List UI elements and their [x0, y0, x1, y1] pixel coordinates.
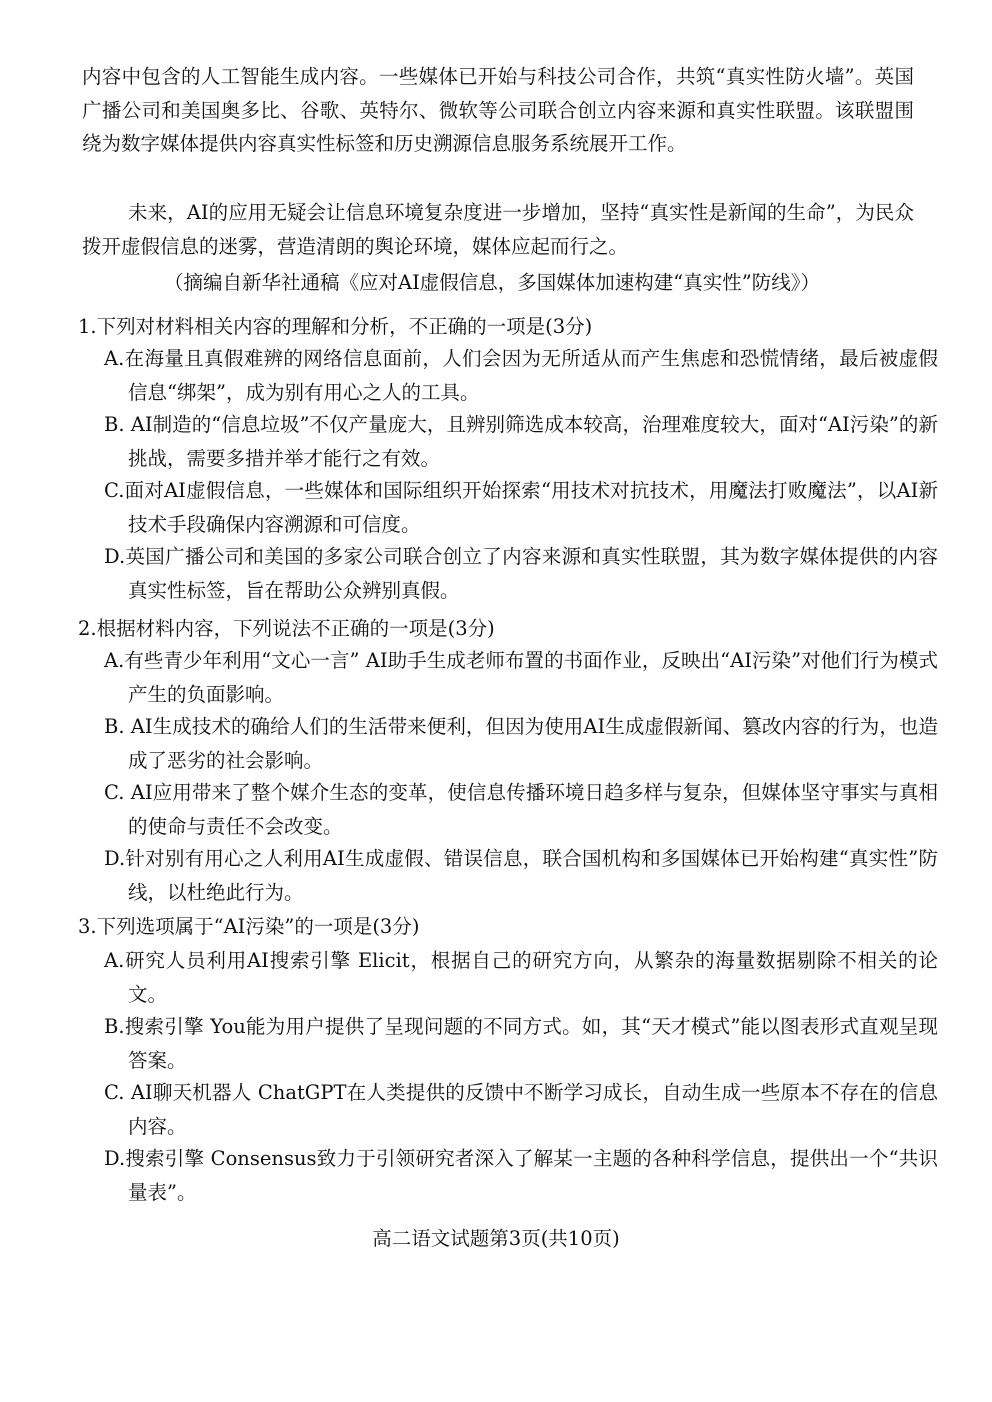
passage-paragraph-2: 未来，AI的应用无疑会让信息环境复杂度进一步增加，坚持“真实性是新闻的生命”，为民众拨开虚假信息的迷雾，营造清朗的舆论环境，媒体应起而行之。 — [82, 201, 914, 258]
option-letter: A. — [104, 347, 125, 370]
option-letter: C. — [104, 479, 125, 502]
option-text: 研究人员利用AI搜索引擎 Elicit，根据自己的研究方向，从繁杂的海量数据剔除不相关的论文。 — [124, 949, 938, 1006]
option-letter: D. — [104, 847, 126, 870]
option-text: 搜索引擎 You能为用户提供了呈现问题的不同方式。如，其“天才模式”能以图表形式直观呈现答案。 — [124, 1015, 938, 1072]
question-2-option-c — [104, 776, 938, 843]
option-letter: B. — [104, 1015, 125, 1038]
option-letter: D. — [104, 545, 126, 568]
question-2-option-a — [104, 644, 938, 711]
option-text: 针对别有用心之人利用AI生成虚假、错误信息，联合国机构和多国媒体已开始构建“真实性”防线，以杜绝此行为。 — [125, 847, 938, 904]
option-text: 有些青少年利用“文心一言” AI助手生成老师布置的书面作业，反映出“AI污染”对他们行为模式产生的负面影响。 — [124, 649, 938, 706]
passage-source: （摘编自新华社通稿《应对AI虚假信息，多国媒体加速构建“真实性”防线》） — [164, 271, 820, 294]
option-letter: D. — [104, 1147, 126, 1170]
option-letter: A. — [104, 649, 125, 672]
option-text: AI聊天机器人 ChatGPT在人类提供的反馈中不断学习成长，自动生成一些原本不存在的信息内容。 — [124, 1081, 938, 1138]
question-3-option-b — [104, 1010, 938, 1077]
page-footer: 高二语文试题第3页(共10页) — [372, 1227, 620, 1250]
question-3-option-a — [104, 944, 938, 1011]
question-1-stem: 1.下列对材料相关内容的理解和分析，不正确的一项是(3分) — [78, 315, 593, 338]
question-1-option-a — [104, 342, 938, 409]
option-letter: B. — [104, 715, 125, 738]
question-1-option-d — [104, 540, 938, 607]
option-letter: C. — [104, 1081, 125, 1104]
option-text: AI应用带来了整个媒介生态的变革，使信息传播环境日趋多样与复杂，但媒体坚守事实与真相的使命与责任不会改变。 — [124, 781, 938, 838]
question-2-stem: 2.根据材料内容，下列说法不正确的一项是(3分) — [78, 617, 495, 640]
question-2-option-b — [104, 710, 938, 777]
question-3-option-c — [104, 1076, 938, 1143]
question-1-option-c — [104, 474, 938, 541]
question-2-option-d — [104, 842, 938, 909]
question-1-option-b — [104, 408, 938, 475]
question-3-option-d — [104, 1142, 938, 1209]
option-text: 搜索引擎 Consensus致力于引领研究者深入了解某一主题的各种科学信息，提供出一个“共识量表”。 — [125, 1147, 938, 1204]
option-text: 英国广播公司和美国的多家公司联合创立了内容来源和真实性联盟，其为数字媒体提供的内容真实性标签，旨在帮助公众辨别真假。 — [125, 545, 938, 602]
option-text: 面对AI虚假信息，一些媒体和国际组织开始探索“用技术对抗技术，用魔法打败魔法”，以AI新技术手段确保内容溯源和可信度。 — [124, 479, 938, 536]
option-text: AI生成技术的确给人们的生活带来便利，但因为使用AI生成虚假新闻、篡改内容的行为，也造成了恶劣的社会影响。 — [124, 715, 938, 772]
option-text: AI制造的“信息垃圾”不仅产量庞大，且辨别筛选成本较高，治理难度较大，面对“AI污染”的新挑战，需要多措并举才能行之有效。 — [124, 413, 938, 470]
passage-paragraph-1: 内容中包含的人工智能生成内容。一些媒体已开始与科技公司合作，共筑“真实性防火墙”。英国广播公司和美国奥多比、谷歌、英特尔、微软等公司联合创立内容来源和真实性联盟。该联盟围绕为数字媒体提供内容真实性标签和历史溯源信息服务系统展开工作。 — [82, 65, 914, 155]
option-letter: C. — [104, 781, 125, 804]
question-3-stem: 3.下列选项属于“AI污染”的一项是(3分) — [78, 915, 420, 938]
option-letter: B. — [104, 413, 125, 436]
option-text: 在海量且真假难辨的网络信息面前，人们会因为无所适从而产生焦虑和恐慌情绪，最后被虚假信息“绑架”，成为别有用心之人的工具。 — [124, 347, 938, 404]
option-letter: A. — [104, 949, 125, 972]
